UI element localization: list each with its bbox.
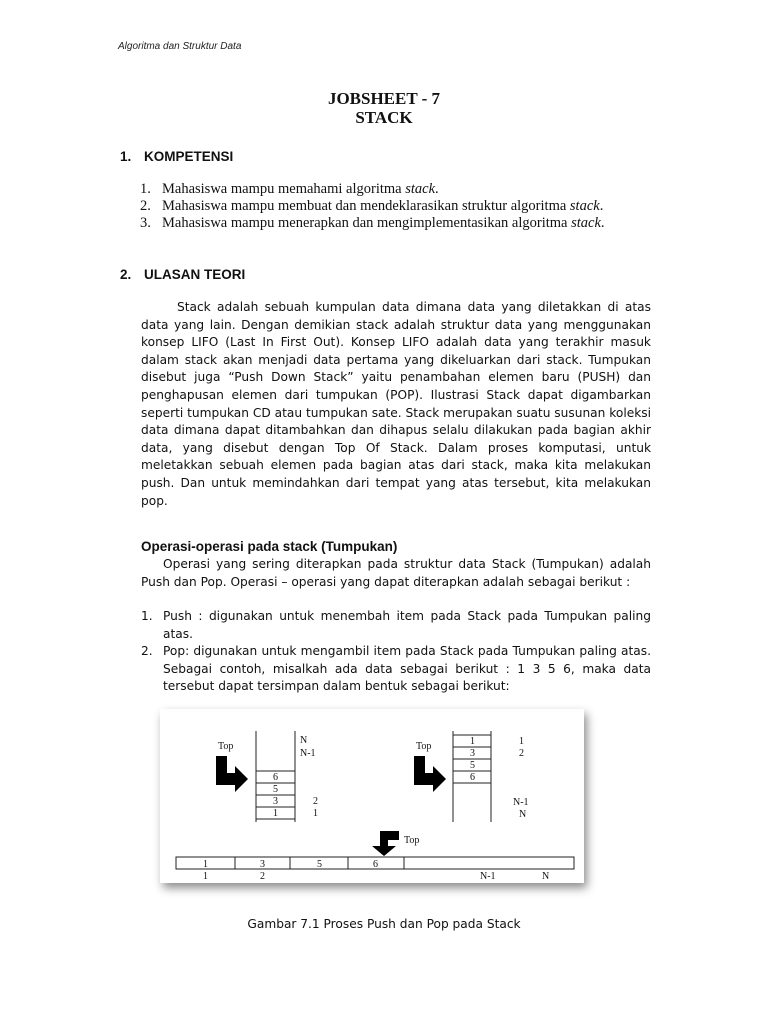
operation-item-push (141, 608, 651, 643)
section-2-title: ULASAN TEORI (144, 267, 246, 282)
right-stack (414, 731, 529, 822)
item-text: Mahasiswa mampu memahami algoritma (162, 181, 406, 197)
item-tail: . (600, 215, 605, 231)
left-top-label: Top (218, 741, 234, 752)
item-text: Push : digunakan untuk menembah item pada Stack pada Tumpukan paling atas. (163, 609, 651, 641)
left-index-2: 2 (313, 796, 318, 807)
right-index-1: 1 (519, 736, 524, 747)
item-text: Mahasiswa mampu membuat dan mendeklarasikan struktur algoritma (162, 198, 570, 214)
left-cell-0: 6 (273, 772, 278, 783)
array-top-arrow-icon (372, 831, 399, 856)
item-text: Pop: digunakan untuk mengambil item pada Stack pada Tumpukan paling atas. Sebagai contoh, misalkah ada data sebagai berikut : 1 3 5 6, maka data tersebut dapat tersimpan dalam bentuk sebagai berikut: (163, 644, 651, 694)
item-tail: . (599, 198, 604, 214)
item-emphasis: stack (569, 198, 600, 214)
item-number: 3. (140, 215, 151, 231)
right-index-2: 2 (519, 748, 524, 759)
array-cell-0: 1 (203, 859, 208, 870)
right-top-arrow-icon (414, 756, 446, 792)
section-2-heading (120, 267, 245, 282)
left-index-n-1: N-1 (300, 748, 316, 759)
right-cell-1: 3 (470, 748, 475, 759)
array-cell-2: 5 (317, 859, 322, 870)
title-line-1: JOBSHEET - 7 (327, 89, 441, 108)
section-1-heading (120, 149, 233, 164)
array-index-2: 2 (260, 871, 265, 882)
array-index-1: 1 (203, 871, 208, 882)
right-cell-0: 1 (470, 736, 475, 747)
array-index-n-1: N-1 (480, 871, 496, 882)
operation-item-pop (141, 643, 651, 696)
operations-intro: Operasi yang sering diterapkan pada struktur data Stack (Tumpukan) adalah Push dan Pop. Operasi – operasi yang dapat diterapkan adalah sebagai berikut : (141, 557, 651, 589)
theory-paragraph: Stack adalah sebuah kumpulan data dimana data yang diletakkan di atas data yang lain. Dengan demikian stack adalah struktur data yang menggunakan konsep LIFO (Last In First Out). Konsep LIFO adalah data yang terakhir masuk dalam stack akan menjadi data pertama yang dikeluarkan dari stack. Tumpukan disebut juga “Push Down Stack” yaitu penambahan elemen baru (PUSH) dan penghapusan elemen dari tumpukan (POP). Ilustrasi Stack dapat digambarkan seperti tumpukan CD atau tumpukan sate. Stack merupakan suatu susunan koleksi data dimana dapat ditambahkan dan dihapus selalu dilakukan pada bagian akhir data, yang disebut dengan Top Of Stack. Dalam proses komputasi, untuk meletakkan sebuah elemen pada bagian atas dari stack, maka kita melakukan push. Dan untuk memindahkan dari tempat yang atas tersebut, kita melakukan pop. (141, 300, 651, 508)
left-stack (216, 731, 318, 822)
item-number: 2. (141, 644, 153, 659)
right-index-n: N (519, 809, 527, 820)
array-cell-3: 6 (373, 859, 378, 870)
figure-caption: Gambar 7.1 Proses Push dan Pop pada Stack (247, 917, 521, 931)
array-diagram (176, 831, 574, 882)
section-1-title: KOMPETENSI (144, 149, 234, 164)
competency-item (140, 198, 605, 215)
stack-diagram (160, 709, 584, 883)
competency-item (140, 215, 605, 232)
stack-figure (160, 709, 584, 883)
item-number: 2. (140, 198, 151, 214)
left-cell-3: 1 (273, 808, 278, 819)
right-cell-2: 5 (470, 760, 475, 771)
running-header: Algoritma dan Struktur Data (118, 41, 242, 52)
right-top-label: Top (416, 741, 432, 752)
right-index-n-1: N-1 (513, 797, 529, 808)
left-index-n: N (300, 735, 308, 746)
operations-list (141, 608, 651, 696)
section-1-number: 1. (120, 149, 132, 164)
item-emphasis: stack (405, 181, 436, 197)
competency-list (140, 181, 605, 232)
operations-heading: Operasi-operasi pada stack (Tumpukan) (141, 539, 398, 554)
left-top-arrow-icon (216, 756, 248, 792)
section-2-number: 2. (120, 267, 132, 282)
item-tail: . (435, 181, 439, 197)
array-cell-1: 3 (260, 859, 265, 870)
item-text: Mahasiswa mampu menerapkan dan mengimplementasikan algoritma (162, 215, 572, 231)
item-number: 1. (140, 181, 151, 197)
left-cell-2: 3 (273, 796, 278, 807)
item-number: 1. (141, 609, 153, 623)
array-index-n: N (542, 871, 550, 882)
item-emphasis: stack (571, 215, 601, 231)
competency-item (140, 181, 605, 198)
left-index-1: 1 (313, 808, 318, 819)
right-cell-3: 6 (470, 772, 475, 783)
array-top-label: Top (404, 835, 420, 846)
left-cell-1: 5 (273, 784, 278, 795)
title-line-2: STACK (355, 108, 413, 127)
